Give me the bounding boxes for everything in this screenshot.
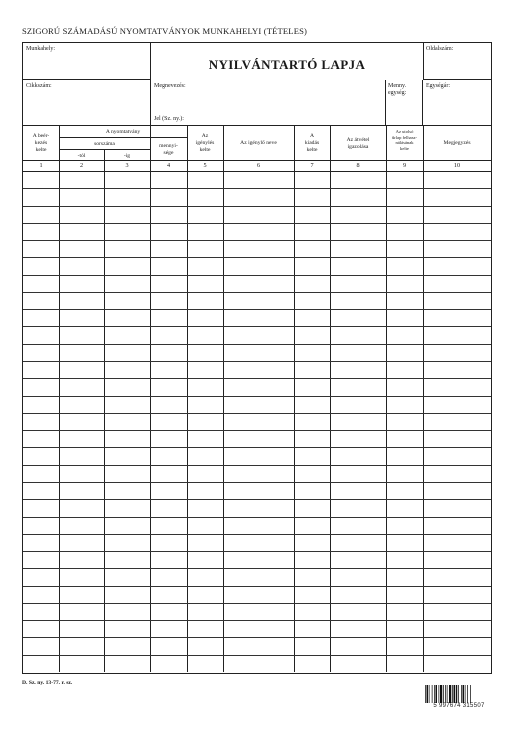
column-line [423,126,424,672]
table-row-line [23,188,491,189]
table-row-line [23,568,491,569]
col-number-5: 5 [203,162,207,169]
group-header-sub: sorszáma [94,141,115,147]
table-row-line [23,637,491,638]
table-row-line [23,447,491,448]
column-line [59,126,60,672]
col9-header: Az utolsó űrlap felhasz- nálásának kelte [391,129,418,152]
column-line [330,126,331,672]
column-line [386,126,387,672]
table-row-line [23,499,491,500]
table-row-line [23,361,491,362]
col4-header: mennyi- sége [159,143,178,156]
col-number-3: 3 [125,162,129,169]
column-line [187,126,188,672]
table-row-line [23,534,491,535]
table-row-line [23,275,491,276]
col-number-6: 6 [256,162,261,169]
table-row-line [23,430,491,431]
table-row-line [23,586,491,587]
col2-header: -tól [77,153,86,159]
table-row-line [23,517,491,518]
table-row-line [23,292,491,293]
col-number-10: 10 [453,162,461,169]
col-number-4: 4 [166,162,171,169]
munkahely-label: Munkahely: [26,46,55,52]
col-number-9: 9 [402,162,407,169]
jel-label: Jel (Sz. ny.): [154,116,184,122]
menny-label: Menny. [388,83,407,89]
record-form [22,42,492,674]
col1-header: A beér- kezés kelte [32,133,50,153]
col5-header: Az igénylés kelte [195,133,215,153]
table-row-line [23,344,491,345]
col-number-2: 2 [79,162,84,169]
group-divider [59,137,187,138]
egysegar-label: Egységár: [426,83,450,89]
numbers-bottom [23,171,491,172]
column-line [294,126,295,672]
table-row-line [23,309,491,310]
col10-header: Megjegyzés [443,140,471,146]
megnevezes-field[interactable] [151,80,386,126]
column-line [223,126,224,672]
col8-header: Az átvétel igazolása [346,137,370,150]
cikkszam-label: Cikkszám: [26,83,52,89]
table-row-line [23,223,491,224]
table-row-line [23,465,491,466]
group-header-top: A nyomtatvány [105,129,141,135]
barcode [424,685,494,717]
table-row-line [23,655,491,656]
oldalszam-label: Oldalszám: [426,46,454,52]
header-bottom [23,160,491,161]
megnevezes-label: Megnevezés: [154,83,186,89]
table-row-line [23,326,491,327]
col-number-1: 1 [39,162,43,169]
col7-header: A kiadás kelte [304,133,320,153]
page-title: SZIGORÚ SZÁMADÁSÚ NYOMTATVÁNYOK MUNKAHELYI (TÉTELES) [22,26,308,36]
table-row-line [23,240,491,241]
column-line [104,149,105,672]
col-number-7: 7 [310,162,314,169]
table-row-line [23,396,491,397]
form-title: NYILVÁNTARTÓ LAPJA [208,57,366,72]
egyseg-label: egység: [388,90,407,96]
col-number-8: 8 [356,162,360,169]
table-row-line [23,603,491,604]
column-line [150,126,151,672]
table-row-line [23,620,491,621]
table-row-line [23,206,491,207]
table-row-line [23,413,491,414]
table-row-line [23,378,491,379]
table-row-line [23,482,491,483]
table-row-line [23,257,491,258]
form-code: D. Sz. ny. 13-77. r. sz. [22,680,73,686]
col6-header: Az igénylő neve [240,140,277,146]
table-row-line [23,551,491,552]
barcode-digits: 5 997674 315507 [424,703,494,709]
col3-header: -ig [123,153,131,159]
